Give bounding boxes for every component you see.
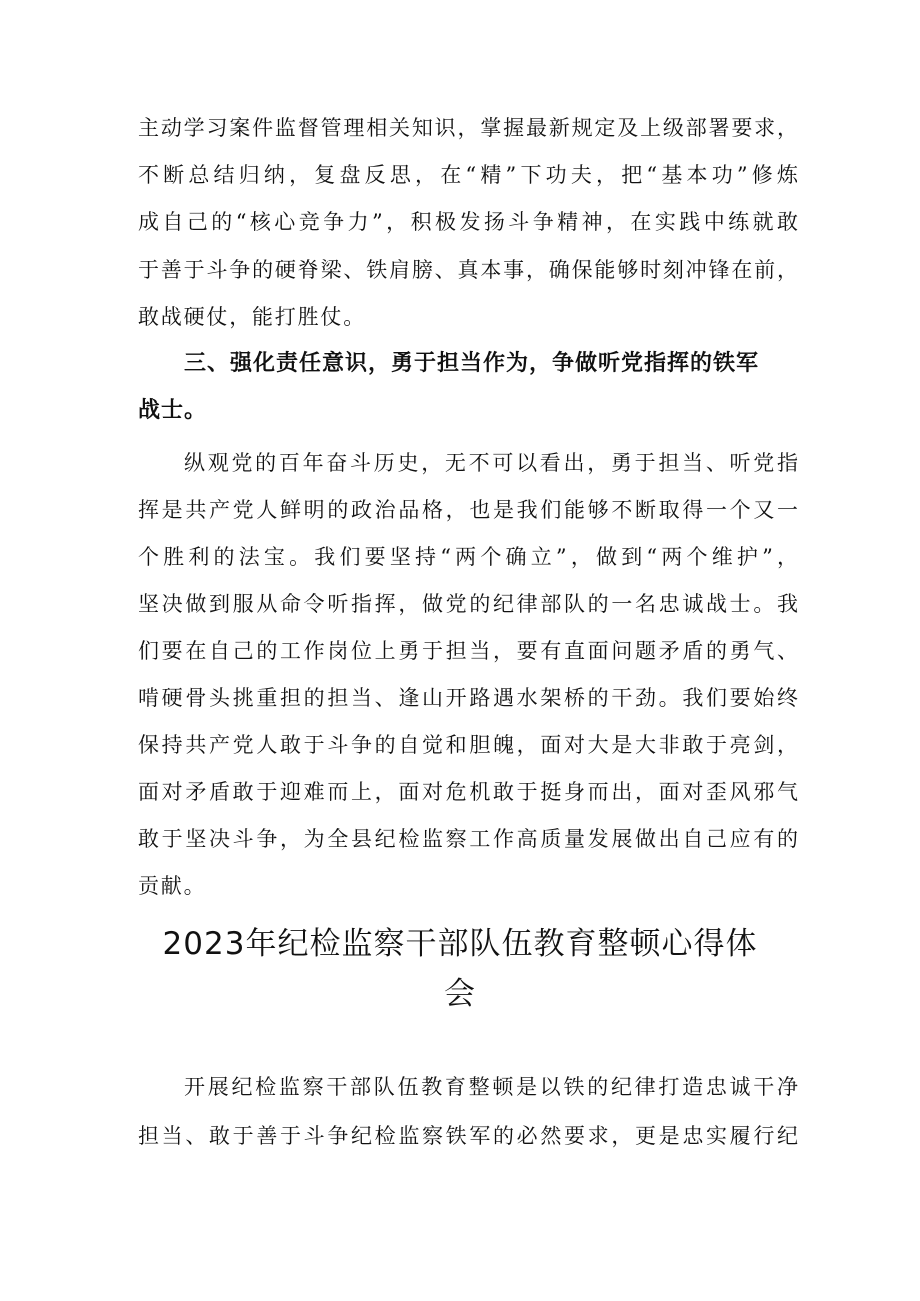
- text-line: 保持共产党人敢于斗争的自觉和胆魄，面对大是大非敢于亮剑，: [138, 733, 798, 757]
- text-line: 纵观党的百年奋斗历史，无不可以看出，勇于担当、听党指: [184, 451, 798, 475]
- text-line: 担当、敢于善于斗争纪检监察铁军的必然要求，更是忠实履行纪: [138, 1124, 798, 1148]
- text-line: 主动学习案件监督管理相关知识，掌握最新规定及上级部署要求，: [138, 116, 798, 140]
- title-line: 会: [444, 976, 476, 1012]
- text-line: 贡献。: [138, 874, 207, 898]
- text-line: 敢战硬仗，能打胜仗。: [138, 305, 366, 329]
- text-line: 挥是共产党人鲜明的政治品格，也是我们能够不断取得一个又一: [138, 498, 798, 522]
- heading-line: 战士。: [138, 398, 208, 423]
- text-line: 于善于斗争的硬脊梁、铁肩膀、真本事，确保能够时刻冲锋在前，: [138, 258, 798, 282]
- text-line: 啃硬骨头挑重担的担当、逢山开路遇水架桥的干劲。我们要始终: [138, 686, 798, 710]
- text-line: 面对矛盾敢于迎难而上，面对危机敢于挺身而出，面对歪风邪气: [138, 780, 798, 804]
- text-line: 不断总结归纳，复盘反思，在“精”下功夫，把“基本功”修炼: [138, 163, 798, 187]
- text-line: 成自己的“核心竞争力”，积极发扬斗争精神，在实践中练就敢: [138, 210, 798, 234]
- text-line: 个胜利的法宝。我们要坚持“两个确立”，做到“两个维护”，: [138, 545, 798, 569]
- text-line: 坚决做到服从命令听指挥，做党的纪律部队的一名忠诚战士。我: [138, 592, 798, 616]
- text-line: 们要在自己的工作岗位上勇于担当，要有直面问题矛盾的勇气、: [138, 639, 798, 663]
- heading-line: 三、强化责任意识，勇于担当作为，争做听党指挥的铁军: [184, 351, 760, 376]
- text-line: 开展纪检监察干部队伍教育整顿是以铁的纪律打造忠诚干净: [184, 1075, 798, 1099]
- text-line: 敢于坚决斗争，为全县纪检监察工作高质量发展做出自己应有的: [138, 827, 798, 851]
- title-line: 2023年纪检监察干部队伍教育整顿心得体: [162, 926, 758, 962]
